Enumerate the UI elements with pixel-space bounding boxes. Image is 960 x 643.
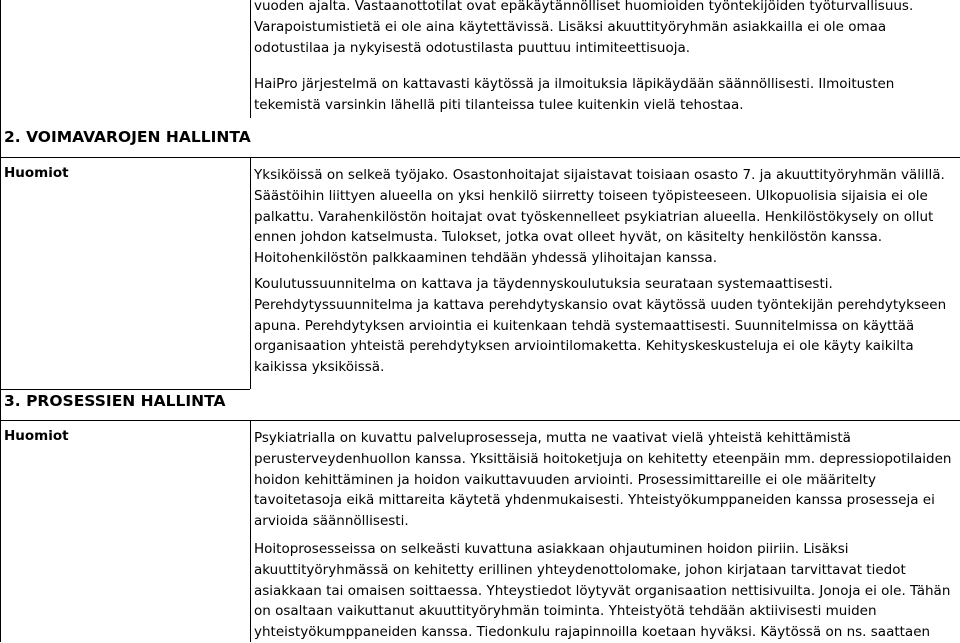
row-divider <box>0 420 960 421</box>
column-divider <box>250 157 251 389</box>
row-divider <box>0 389 250 390</box>
column-divider <box>250 0 251 118</box>
table-left-border <box>0 0 1 642</box>
section-title-processes: 3. PROSESSIEN HALLINTA <box>4 392 226 410</box>
section-title-resources: 2. VOIMAVAROJEN HALLINTA <box>4 128 251 146</box>
section-label-observations: Huomiot <box>4 428 69 444</box>
intro-paragraph: vuoden ajalta. Vastaanottotilat ovat epäkäytännölliset huomioiden työntekijöiden työturvallisuus. Varapoistumistietä ei ole aina käytettävissä. Lisäksi akuuttityöryhmän asiakkailla ei ole omaa odotustilaa ja nykyisestä odotustilasta puuttuu intimiteettisuoja. <box>254 0 914 56</box>
intro-note-paragraph: HaiPro järjestelmä on kattavasti käytössä ja ilmoituksia läpikäydään säännöllisesti. Ilmoitusten tekemistä varsinkin lähellä piti tilanteissa tulee kuitenkin vielä tehostaa. <box>254 76 895 113</box>
processes-paragraph-2: Hoitoprosesseissa on selkeästi kuvattuna asiakkaan ohjautuminen hoidon piiriin. Lisäksi akuuttityöryhmässä on kehitetty erillinen yhteydenottolomake, johon kirjataan tarvittavat tiedot asiakkaan tai omaisen soittaessa. Yhteystiedot löytyvät organisaation nettisivuilta. Jonoja ei ole. Tähän on osaltaan vaikuttanut akuuttityöryhmän toiminta. Yhteistyötä tehdään aktiivisesti muiden yhteistyökumppaneiden kanssa. Tiedonkulu rajapinnoilla koetaan hyväksi. Käytössä on ns. saattaen <box>254 541 951 641</box>
resources-paragraph-2: Koulutussuunnitelma on kattava ja täydennyskoulutuksia seurataan systemaattisesti. Perehdytyssuunnitelma ja kattava perehdytyskansio ovat käytössä uuden työntekijän perehdytykseen apuna. Perehdytyksen arviointia ei kuitenkaan tehdä systemaattisesti. Suunnitelmissa on käyttää organisaation yhteistä perehdytyksen arviointilomaketta. Kehityskeskusteluja ei ole käyty kaikilta kaikissa yksiköissä. <box>254 276 947 376</box>
resources-paragraph-1: Yksiköissä on selkeä työjako. Osastonhoitajat sijaistavat toisiaan osasto 7. ja akuuttityöryhmän välillä. Säästöihin liittyen alueella on yksi henkilö siirretty toiseen työpisteeseen. Ulkopuolisia sijaisia ei ole palkattu. Varahenkilöstön hoitajat ovat työskennelleet psykiatrian alueella. Henkilöstökysely on ollut ennen johdon katselmusta. Tulokset, jotka ovat olleet hyvät, on käsitelty henkilöstön kanssa. Hoitohenkilöstön palkkaaminen tehdään yhdessä ylihoitajan kanssa. <box>254 167 945 267</box>
column-divider <box>250 420 251 642</box>
processes-paragraph-1: Psykiatrialla on kuvattu palveluprosesseja, mutta ne vaativat vielä yhteistä kehittämistä perusterveydenhuollon kanssa. Yksittäisiä hoitoketjuja on kehitetty eteenpäin mm. depressiopotilaiden hoidon kehittäminen ja hoidon vaikuttavuuden arviointi. Prosessimittareille ei ole määritelty tavoitetasoja eikä mittareita käytetä yhdenmukaisesti. Yhteistyökumppaneiden kanssa prosesseja ei arvioida säännöllisesti. <box>254 430 952 530</box>
row-divider <box>0 157 960 158</box>
section-label-observations: Huomiot <box>4 165 69 181</box>
